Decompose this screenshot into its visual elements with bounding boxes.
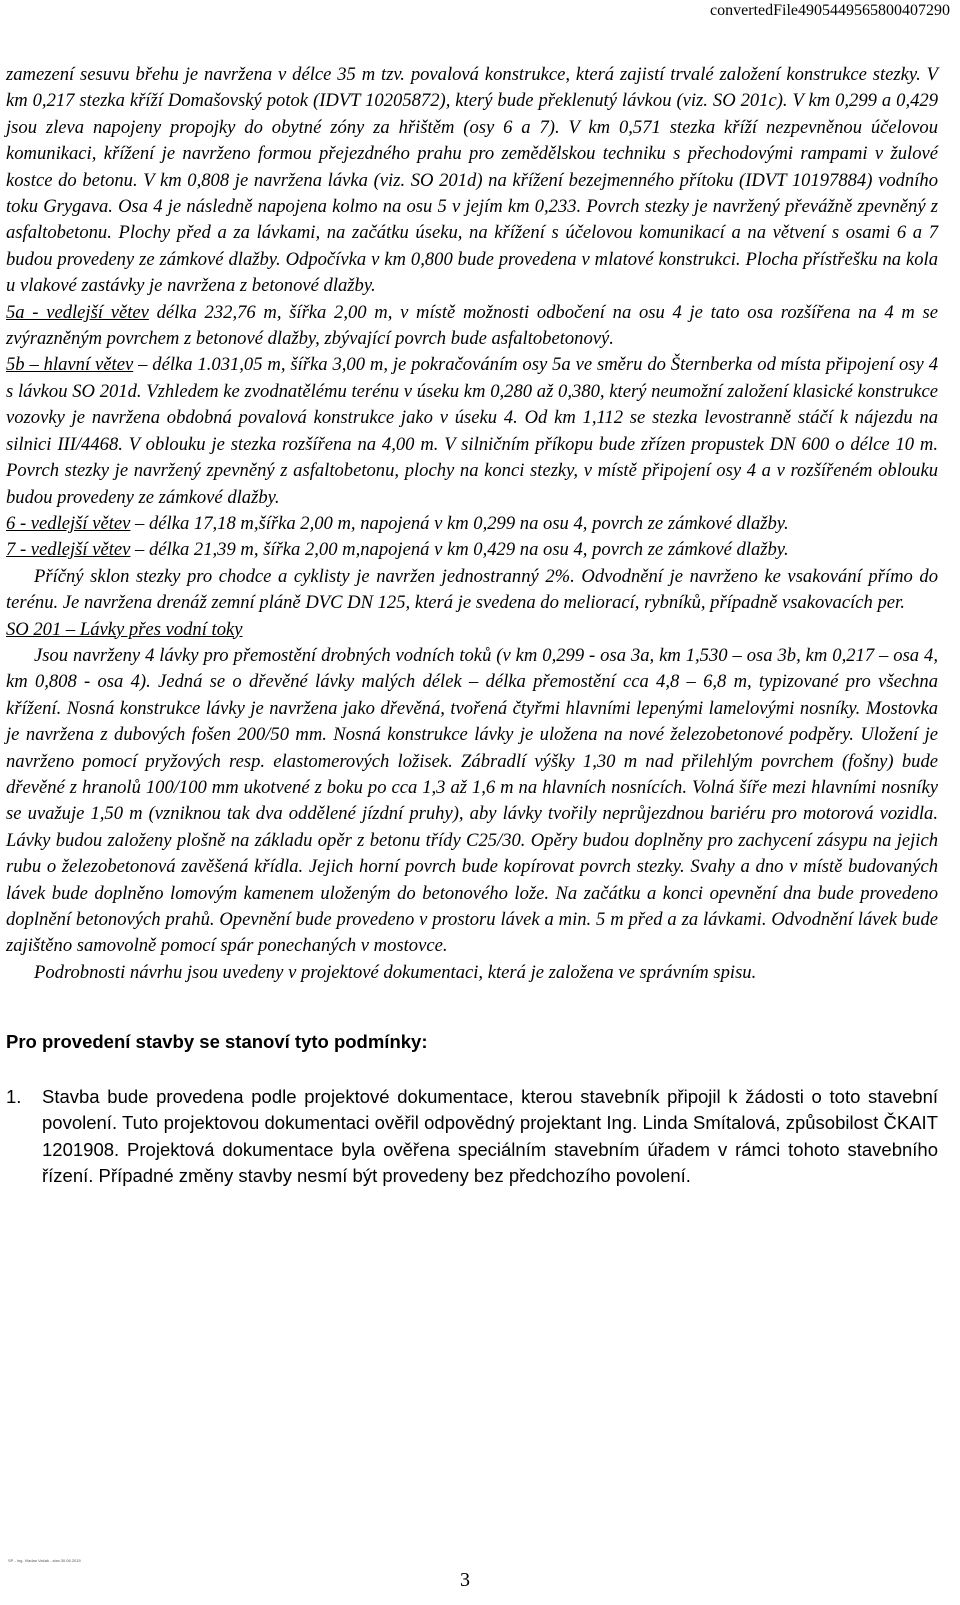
- page-number: 3: [460, 1569, 470, 1591]
- paragraph-osa-7: [6, 537, 938, 563]
- osa-5b-label: 5b – hlavní větev: [6, 354, 134, 376]
- so-201-heading-text: SO 201 – Lávky přes vodní toky: [6, 618, 243, 640]
- osa-6-label: 6 - vedlejší větev: [6, 512, 131, 534]
- paragraph-details: Podrobnosti návrhu jsou uvedeny v projektové dokumentaci, která je založena ve správním spisu.: [34, 961, 757, 983]
- conditions-title: Pro provedení stavby se stanoví tyto podmínky:: [6, 1031, 428, 1053]
- paragraph-footbridges: Jsou navrženy 4 lávky pro přemostění drobných vodních toků (v km 0,299 - osa 3a, km 1,530 – osa 3b, km 0,217 – osa 4, km 0,808 - osa 4). Jedná se o dřevěné lávky malých délek – délka přemostění cca 4,8 – 6,8 m, typizované pro všechna křížení. Nosná konstrukce lávky je navržena jako dřevěná, tvořená čtyřmi hlavními lepenými lamelovými nosníky. Mostovka je navržena z dubových fošen 200/50 mm. Nosná konstrukce lávky je uložena na nové železobetonové podpěry. Uložení je navrženo pomocí pryžových resp. elastomerových ložisek. Zábradlí výšky 1,30 m nad přilehlým povrchem (fošny) bude dřevěné z hranolů 100/100 mm ukotvené z boku po cca 1,3 až 1,6 m na hlavních nosnících. Volná šíře mezi hlavními nosníky se uvažuje 1,50 m (vzniknou tak dva oddělené jízdní pruhy), aby lávky tvořily neprůjezdnou bariéru pro motorová vozidla. Lávky budou založeny plošně na základu opěr z betonu třídy C25/30. Opěry budou doplněny pro zachycení zásypu na jejich rubu o železobetonová zavěšená křídla. Jejich horní povrch bude kopírovat povrch stezky. Svahy a dno v místě budovaných lávek bude doplněno lomovým kamenem uloženým do betonového lože. Na začátku a konci opevnění dna bude provedeno doplnění betonových prahů. Opevnění bude provedeno v prostoru lávek a min. 5 m před a za lávkami. Odvodnění lávek bude zajištěno samovolně pomocí spár ponechaných v mostovce.: [6, 644, 938, 957]
- condition-item: [6, 1084, 938, 1189]
- paragraph-cross-slope: Příčný sklon stezky pro chodce a cyklisty je navržen jednostranný 2%. Odvodnění je navrženo ke vsakování přímo do terénu. Je navržena drenáž zemní pláně DVC DN 125, která je svedena do meliorací, rybníků, případně vsakovacích per.: [6, 565, 938, 614]
- osa-7-text: – délka 21,39 m, šířka 2,00 m,napojená v km 0,429 na osu 4, povrch ze zámkové dlažby.: [130, 539, 789, 561]
- condition-text: Stavba bude provedena podle projektové dokumentace, kterou stavebník připojil k žádosti o toto stavební povolení. Tuto projektovou dokumentaci ověřil odpovědný projektant Ing. Linda Smítalová, způsobilost ČKAIT 1201908. Projektová dokumentace byla ověřena speciálním stavebním úřadem v rámci tohoto stavebního řízení. Případné změny stavby nesmí být provedeny bez předchozího povolení.: [42, 1086, 938, 1186]
- osa-5b-text: – délka 1.031,05 m, šířka 3,00 m, je pokračováním osy 5a ve směru do Šternberka od místa připojení osy 4 s lávkou SO 201d. Vzhledem ke zvodnatělému terénu v úseku km 0,280 až 0,380, který neumožní založení klasické konstrukce vozovky je navržena obdobná povalová konstrukce jako v úseku 4. Od km 1,112 se stezka levostranně stáčí k nájezdu na silnici III/4468. V oblouku je stezka rozšířena na 4,00 m. V silničním příkopu bude zřízen propustek DN 600 o délce 10 m. Povrch stezky je navržený zpevněný z asfaltobetonu, plochy na konci stezky, v místě připojení osy 4 a v rozšířeném oblouku budou provedeny ze zámkové dlažby.: [6, 354, 938, 508]
- paragraph-osa-4-description: zamezení sesuvu břehu je navržena v délce 35 m tzv. povalová konstrukce, která zajistí trvalé založení konstrukce stezky. V km 0,217 stezka kříží Domašovský potok (IDVT 10205872), který bude překlenutý lávkou (viz. SO 201c). V km 0,299 a 0,429 jsou zleva napojeny propojky do obytné zóny za hřištěm (osy 6 a 7). V km 0,571 stezka kříží nezpevněnou účelovou komunikaci, křížení je navrženo formou přejezdného prahu pro zemědělskou techniku s přechodovými rampami v žulové kostce do betonu. V km 0,808 je navržena lávka (viz. SO 201d) na křížení bezejmenného přítoku (IDVT 10197884) vodního toku Grygava. Osa 4 je následně napojena kolmo na osu 5 v jejím km 0,233. Povrch stezky je navržený převážně zpevněný z asfaltobetonu. Plochy před a za lávkami, na začátku úseku, na křížení s účelovou komunikací a na větvení s osami 6 a 7 budou provedeny ze zámkové dlažby. Odpočívka v km 0,800 bude provedena v mlatové konstrukci. Plocha přístřešku na kola u vlakové zastávky je navržena z betonové dlažby.: [6, 64, 938, 297]
- paragraph-osa-5a: [6, 300, 938, 353]
- document-file-id: convertedFile4905449565800407290: [710, 2, 950, 19]
- osa-5a-label: 5a - vedlejší větev: [6, 301, 149, 323]
- document-body: [6, 62, 938, 1189]
- section-heading-so-201: [6, 617, 938, 643]
- osa-7-label: 7 - vedlejší větev: [6, 539, 131, 561]
- paragraph-osa-5b: [6, 352, 938, 510]
- condition-number: 1.: [6, 1086, 22, 1108]
- footer-note: SP - Ing. Vladan Vačák - stav.30.06.2015: [8, 1558, 81, 1563]
- conditions-list: [6, 1084, 938, 1189]
- osa-5a-text: délka 232,76 m, šířka 2,00 m, v místě možnosti odbočení na osu 4 je tato osa rozšířena na 4 m se zvýrazněným povrchem z betonové dlažby, zbývající povrch bude asfaltobetonový.: [6, 301, 938, 350]
- osa-6-text: – délka 17,18 m,šířka 2,00 m, napojená v km 0,299 na osu 4, povrch ze zámkové dlažby.: [130, 512, 789, 534]
- paragraph-osa-6: [6, 511, 938, 537]
